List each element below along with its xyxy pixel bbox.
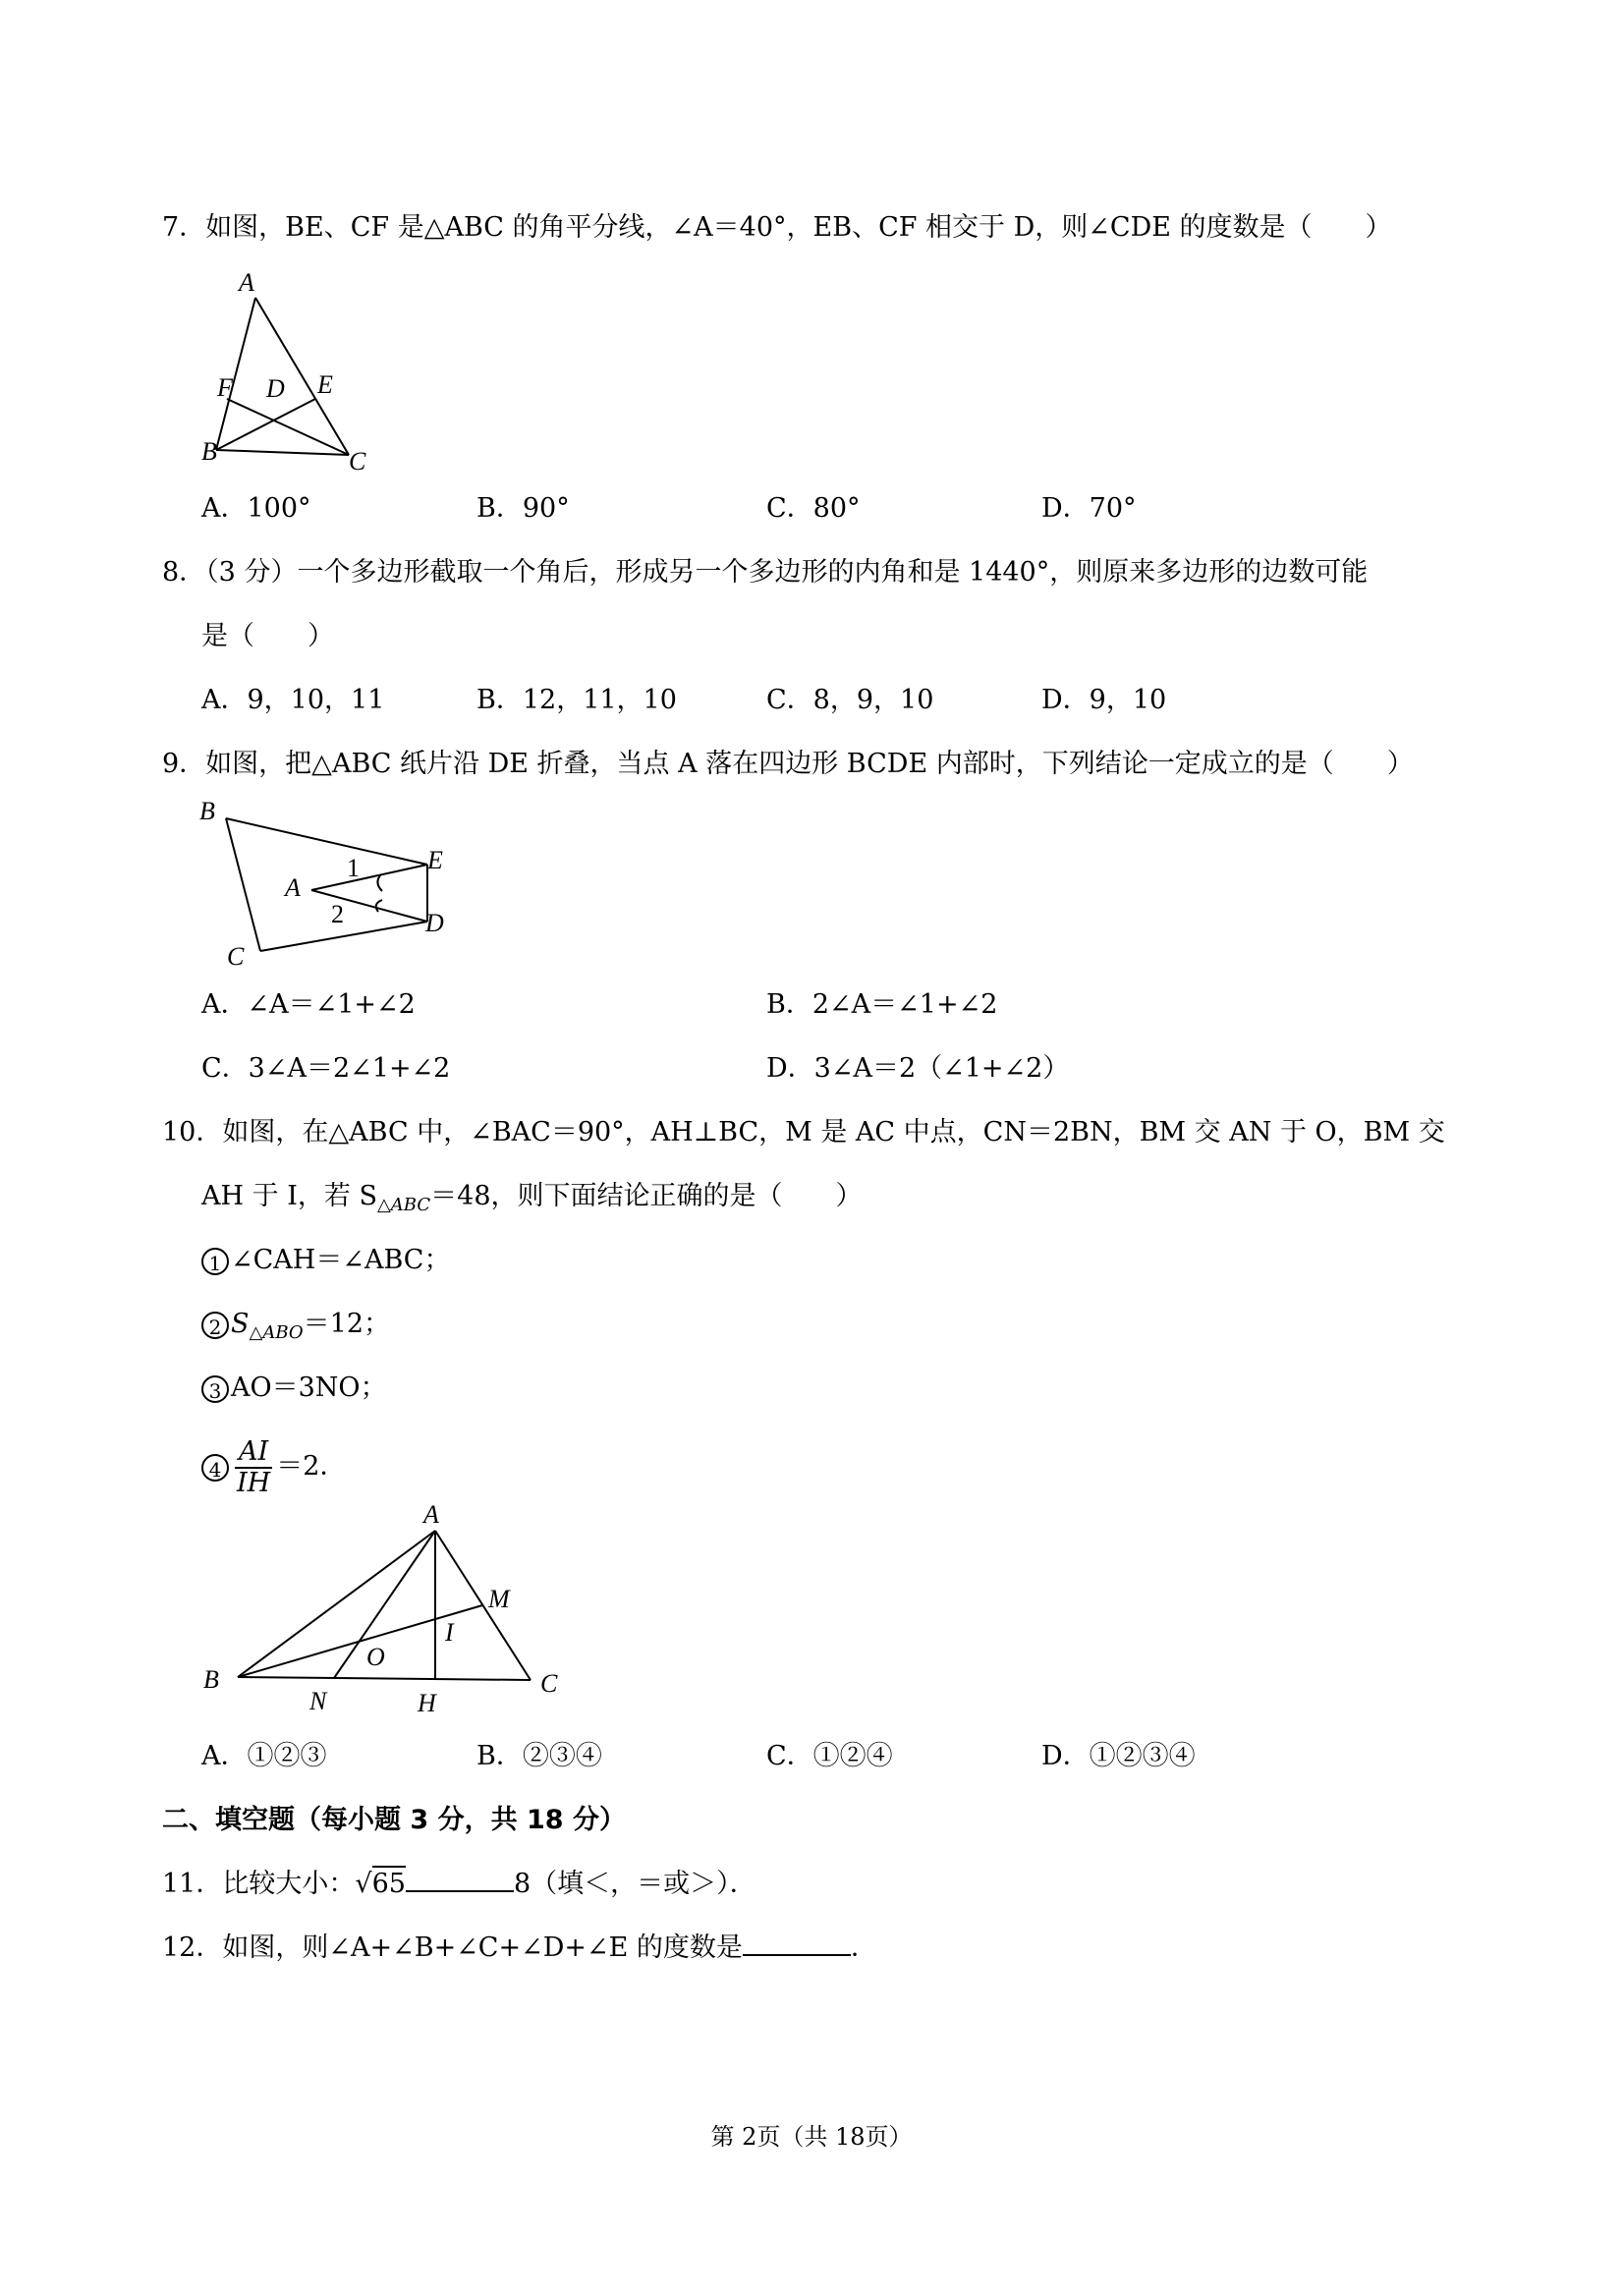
q10-label-b: B xyxy=(203,1665,219,1694)
q7-label-a: A xyxy=(239,268,254,297)
sqrt-65: √65 xyxy=(355,1865,406,1904)
q7-option-a: A．100° xyxy=(201,493,311,524)
q10-option-a: A．①②③ xyxy=(201,1741,327,1771)
q9-option-a: A．∠A＝∠1+∠2 xyxy=(201,989,416,1020)
q8-option-d: D．9，10 xyxy=(1041,685,1167,715)
q12-answer-blank[interactable] xyxy=(743,1932,851,1956)
q11-answer-blank[interactable] xyxy=(406,1869,514,1892)
circled-number-4: 4 xyxy=(201,1454,229,1482)
circled-number-1: 1 xyxy=(201,1248,229,1275)
q8-stem-line1: 8．（3 分）一个多边形截取一个角后，形成另一个多边形的内角和是 1440°，则原来多边形的边数可能 xyxy=(162,557,1369,588)
q10-label-n: N xyxy=(309,1687,327,1715)
q10-label-c: C xyxy=(540,1669,558,1698)
q12-stem: 12．如图，则∠A+∠B+∠C+∠D+∠E 的度数是 ． xyxy=(162,1932,877,1963)
circled-number-2: 2 xyxy=(201,1312,229,1339)
q10-label-a: A xyxy=(423,1503,439,1529)
q8-stem-line2: 是（ ） xyxy=(201,621,334,651)
q10-label-i: I xyxy=(445,1618,454,1647)
fraction-ai-ih: $\frac{AI}{IH}$ xyxy=(237,1435,271,1498)
q10-statement-2: 2 $S_{\triangle ABO}=12$； xyxy=(201,1305,390,1353)
section-2-heading: 二、填空题（每小题 3 分，共 18 分） xyxy=(162,1805,626,1835)
q10-statement-3: 3 AO＝3NO； xyxy=(201,1369,387,1408)
q10-statement-1: 1 ∠CAH＝∠ABC； xyxy=(201,1241,450,1280)
q7-label-f: F xyxy=(217,373,233,402)
q10-statement-4: 4 $\frac{AI}{IH}$ ＝2． xyxy=(201,1432,346,1501)
q10-stem-line2: AH 于 I，若 $S_{\triangle ABC}=48$，则下面结论正确的是（ ） xyxy=(201,1181,863,1215)
circled-number-3: 3 xyxy=(201,1375,229,1403)
q10-stem-line1: 10．如图，在△ABC 中，∠BAC＝90°，AH⊥BC，M 是 AC 中点，CN＝2BN，BM 交 AN 于 O，BM 交 xyxy=(162,1117,1445,1148)
q7-label-c: C xyxy=(349,447,366,475)
q10-label-h: H xyxy=(418,1689,436,1717)
q11-stem: 11．比较大小：√65 8（填＜，＝或＞）． xyxy=(162,1865,756,1904)
q9-figure xyxy=(192,794,467,971)
q8-option-c: C．8，9，10 xyxy=(766,685,934,715)
q8-option-b: B．12，11，10 xyxy=(476,685,677,715)
q10-label-m: M xyxy=(488,1585,510,1613)
q7-stem: 7．如图，BE、CF 是△ABC 的角平分线，∠A＝40°，EB、CF 相交于 D，则∠CDE 的度数是（ ） xyxy=(162,212,1392,243)
q7-option-c: C．80° xyxy=(766,493,861,524)
q9-option-b: B．2∠A＝∠1+∠2 xyxy=(766,989,998,1020)
q10-option-b: B．②③④ xyxy=(476,1741,602,1771)
q7-label-b: B xyxy=(201,437,217,466)
q9-stem: 9．如图，把△ABC 纸片沿 DE 折叠，当点 A 落在四边形 BCDE 内部时，下列结论一定成立的是（ ） xyxy=(162,749,1414,779)
q10-option-c: C．①②④ xyxy=(766,1741,893,1771)
q9-label-b: B xyxy=(199,797,215,825)
q9-label-d: D xyxy=(425,909,444,937)
q9-label-a: A xyxy=(285,873,301,902)
q10-label-o: O xyxy=(366,1643,385,1671)
q10-option-d: D．①②③④ xyxy=(1041,1741,1196,1771)
q7-label-d: D xyxy=(266,374,285,403)
q9-option-d: D．3∠A＝2（∠1+∠2） xyxy=(766,1053,1070,1084)
q9-label-2: 2 xyxy=(331,900,344,928)
q10-figure xyxy=(192,1503,585,1729)
q8-option-a: A．9，10，11 xyxy=(201,685,385,715)
page-footer: 第 2页（共 18页） xyxy=(710,2123,913,2151)
q7-option-b: B．90° xyxy=(476,493,570,524)
q7-figure xyxy=(192,263,388,475)
q9-option-c: C．3∠A＝2∠1+∠2 xyxy=(201,1053,451,1084)
q7-label-e: E xyxy=(317,370,333,399)
q7-option-d: D．70° xyxy=(1041,493,1137,524)
q9-label-c: C xyxy=(227,942,245,971)
q9-label-e: E xyxy=(427,846,443,874)
q9-label-1: 1 xyxy=(347,854,360,882)
